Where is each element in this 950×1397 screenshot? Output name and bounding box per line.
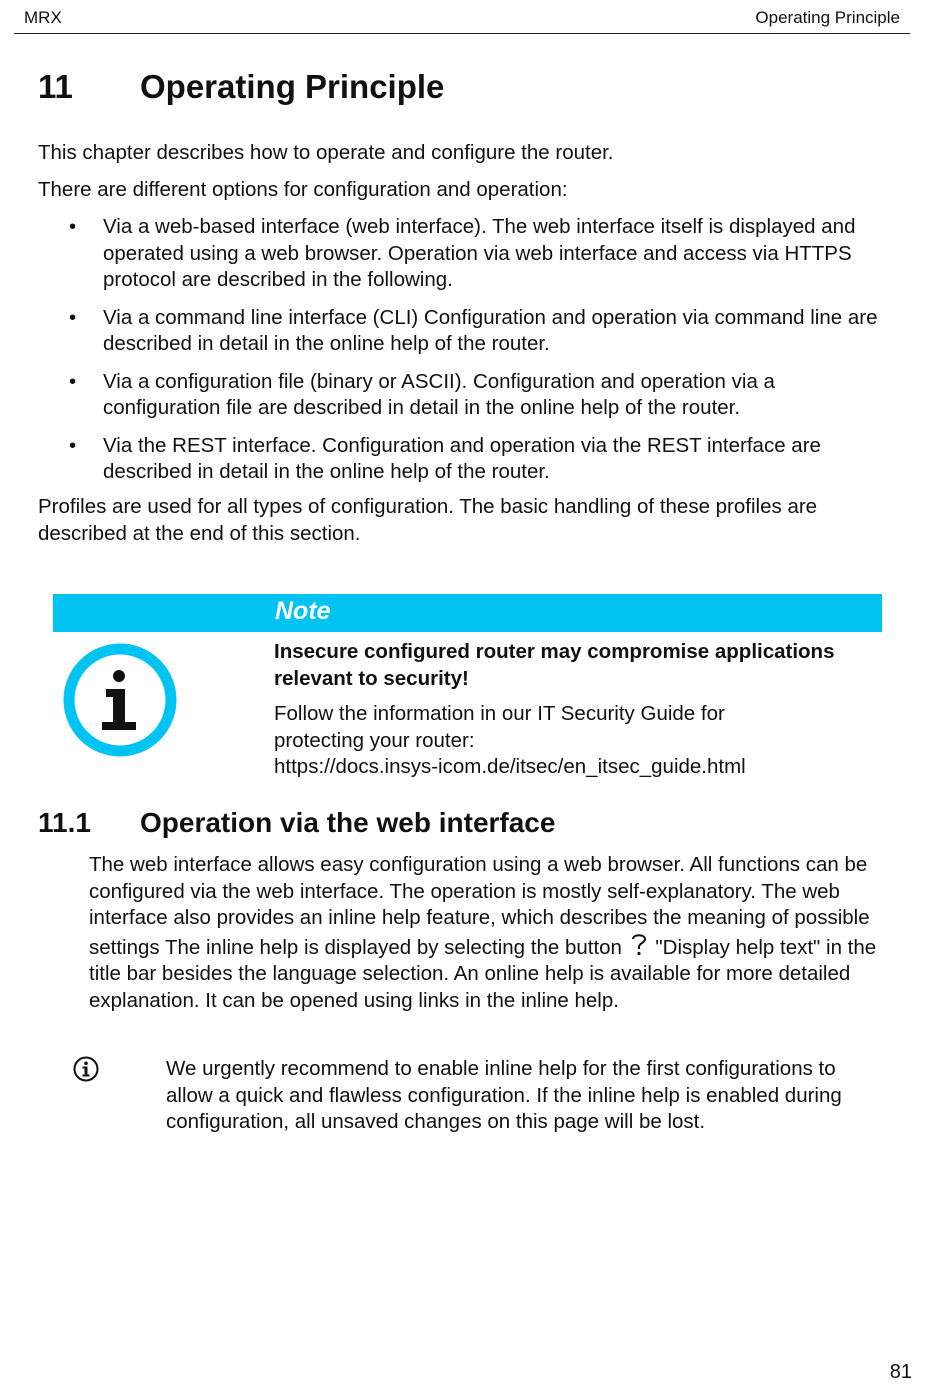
bullet-icon: •	[69, 369, 77, 393]
section-paragraph: The web interface allows easy configuration using a web browser. All functions can be configured via the web interface. The operation is mostly self-explanatory. The web interface also provides an inline help feature, which describes the meaning of possible settings The inline help is displayed by selecting the button "Display help text" in the title bar besides the language selection. An online help is available for more detailed explanation. It can be opened using links in the inline help.	[89, 853, 877, 1012]
help-icon	[628, 932, 650, 956]
note-warning: Insecure configured router may compromise applications relevant to security!	[274, 640, 835, 690]
note-label: Note	[275, 597, 331, 625]
section-number: 11.1	[38, 807, 91, 838]
chapter-title: Operating Principle	[140, 68, 445, 105]
list-item: • Via a configuration file (binary or ASCII). Configuration and operation via a configuration file are described in detail in the online help of the router.	[69, 369, 775, 419]
tip-paragraph: We urgently recommend to enable inline help for the first configurations to allow a quick and flawless configuration. If the inline help is enabled during configuration, all unsaved changes on this page will be lost.	[166, 1057, 842, 1133]
list-item: • Via a command line interface (CLI) Configuration and operation via command line are described in detail in the online help of the router.	[69, 305, 878, 355]
options-list	[38, 214, 888, 497]
list-item: • Via a web-based interface (web interface). The web interface itself is displayed and operated using a web browser. Operation via web interface and access via HTTPS protocol are described in the following.	[69, 215, 856, 291]
info-small-icon	[72, 1055, 100, 1083]
note-body: Follow the information in our IT Security Guide for protecting your router: https://docs.insys-icom.de/itsec/en_itsec_guide.html	[274, 701, 874, 781]
intro-paragraph-2: There are different options for configuration and operation:	[38, 178, 568, 201]
security-guide-link[interactable]: https://docs.insys-icom.de/itsec/en_itsec_guide.html	[274, 755, 746, 778]
note-banner	[53, 594, 882, 632]
section-title: Operation via the web interface	[140, 807, 556, 838]
page-header	[14, 7, 910, 34]
bullet-icon: •	[69, 433, 77, 457]
page-number: 81	[889, 1361, 912, 1383]
info-icon	[62, 642, 178, 758]
chapter-number: 11	[38, 68, 73, 105]
intro-paragraph-3: Profiles are used for all types of configuration. The basic handling of these profiles are described at the end of this section.	[38, 495, 818, 545]
intro-paragraph-1: This chapter describes how to operate and configure the router.	[38, 141, 614, 164]
list-item: • Via the REST interface. Configuration and operation via the REST interface are described in detail in the online help of the router.	[69, 433, 821, 483]
header-section: Operating Principle	[755, 8, 900, 27]
bullet-icon: •	[69, 305, 77, 329]
bullet-icon: •	[69, 215, 77, 238]
header-product: MRX	[24, 8, 62, 27]
